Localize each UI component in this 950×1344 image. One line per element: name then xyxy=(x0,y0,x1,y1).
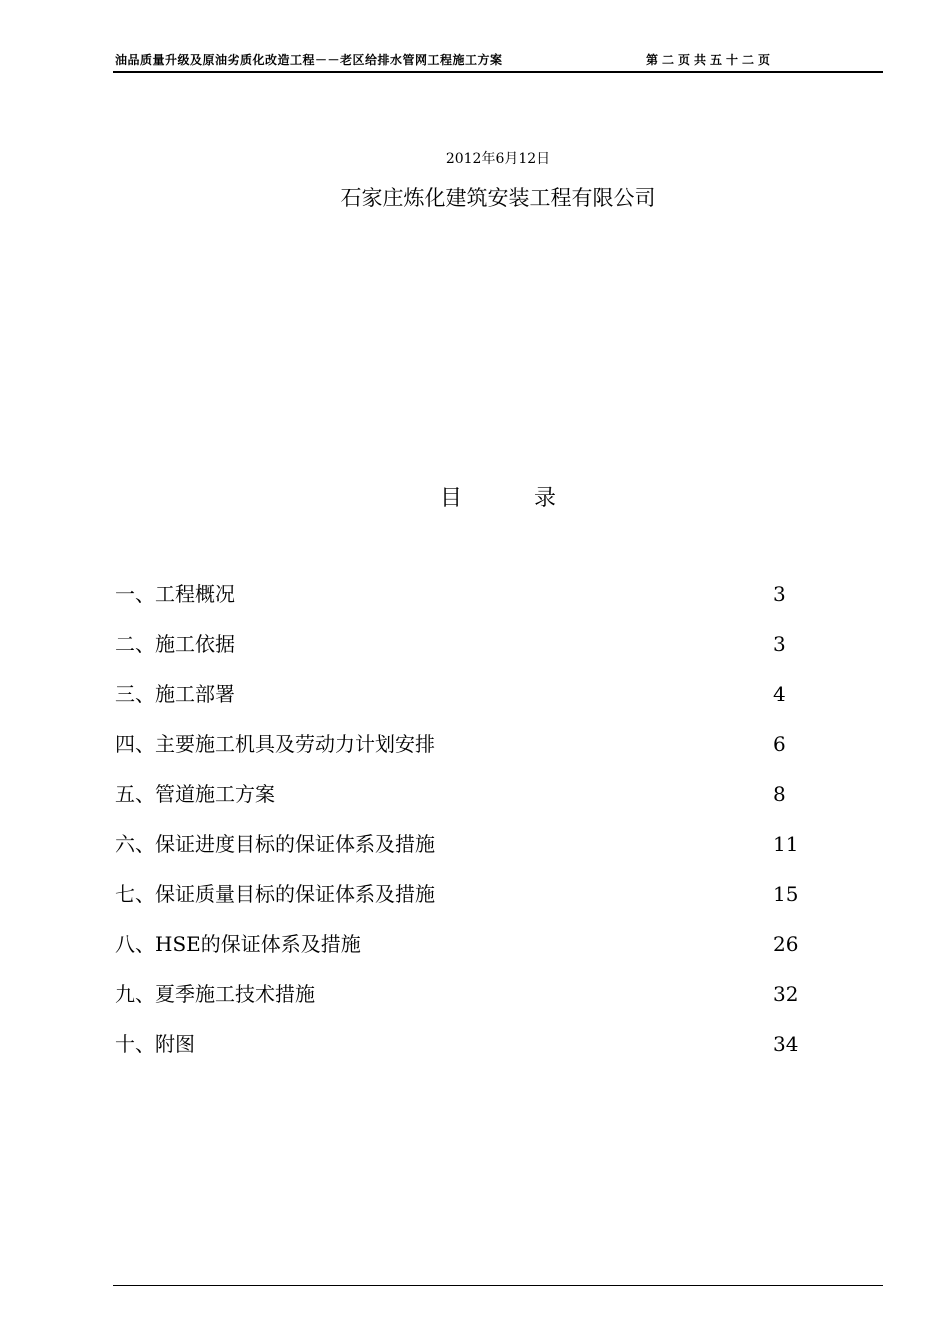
toc-entry[interactable] xyxy=(115,730,815,780)
toc-title xyxy=(0,481,950,512)
toc-entry[interactable] xyxy=(115,930,815,980)
toc-entry-page: 32 xyxy=(773,982,799,1006)
toc-entry-label: 七、保证质量目标的保证体系及措施 xyxy=(115,882,435,906)
toc-title-part2: 录 xyxy=(534,486,557,511)
toc-entry-label: 八、HSE的保证体系及措施 xyxy=(115,932,361,956)
document-date: 2012年6月12日 xyxy=(445,151,551,167)
company-name: 石家庄炼化建筑安装工程有限公司 xyxy=(340,186,656,210)
table-of-contents xyxy=(115,580,815,1080)
toc-entry-label: 一、工程概况 xyxy=(115,582,235,606)
header-divider xyxy=(113,71,883,73)
toc-entry-page: 34 xyxy=(773,1032,799,1056)
toc-entry-label: 四、主要施工机具及劳动力计划安排 xyxy=(115,732,435,756)
toc-entry-label: 二、施工依据 xyxy=(115,632,235,656)
toc-entry-label: 五、管道施工方案 xyxy=(115,782,275,806)
footer-divider xyxy=(113,1285,883,1286)
toc-entry[interactable] xyxy=(115,680,815,730)
toc-entry[interactable] xyxy=(115,830,815,880)
toc-entry[interactable] xyxy=(115,780,815,830)
toc-title-part1: 目 xyxy=(439,486,462,511)
toc-entry-page: 15 xyxy=(773,882,799,906)
toc-entry-page: 11 xyxy=(773,832,799,856)
toc-entry-label: 九、夏季施工技术措施 xyxy=(115,982,315,1006)
toc-entry-page: 6 xyxy=(773,732,786,756)
toc-entry[interactable] xyxy=(115,1030,815,1080)
toc-entry[interactable] xyxy=(115,630,815,680)
toc-entry[interactable] xyxy=(115,580,815,630)
header-document-title: 油品质量升级及原油劣质化改造工程－－老区给排水管网工程施工方案 xyxy=(115,53,503,67)
toc-entry[interactable] xyxy=(115,980,815,1030)
toc-entry-page: 8 xyxy=(773,782,786,806)
toc-entry-page: 3 xyxy=(773,632,786,656)
toc-entry-label: 六、保证进度目标的保证体系及措施 xyxy=(115,832,435,856)
toc-entry-label: 三、施工部署 xyxy=(115,682,235,706)
toc-entry-page: 26 xyxy=(773,932,799,956)
toc-entry-page: 4 xyxy=(773,682,786,706)
toc-entry-label: 十、附图 xyxy=(115,1032,195,1056)
toc-entry-page: 3 xyxy=(773,582,786,606)
toc-entry[interactable] xyxy=(115,880,815,930)
header-page-info: 第二页共五十二页 xyxy=(646,53,775,67)
